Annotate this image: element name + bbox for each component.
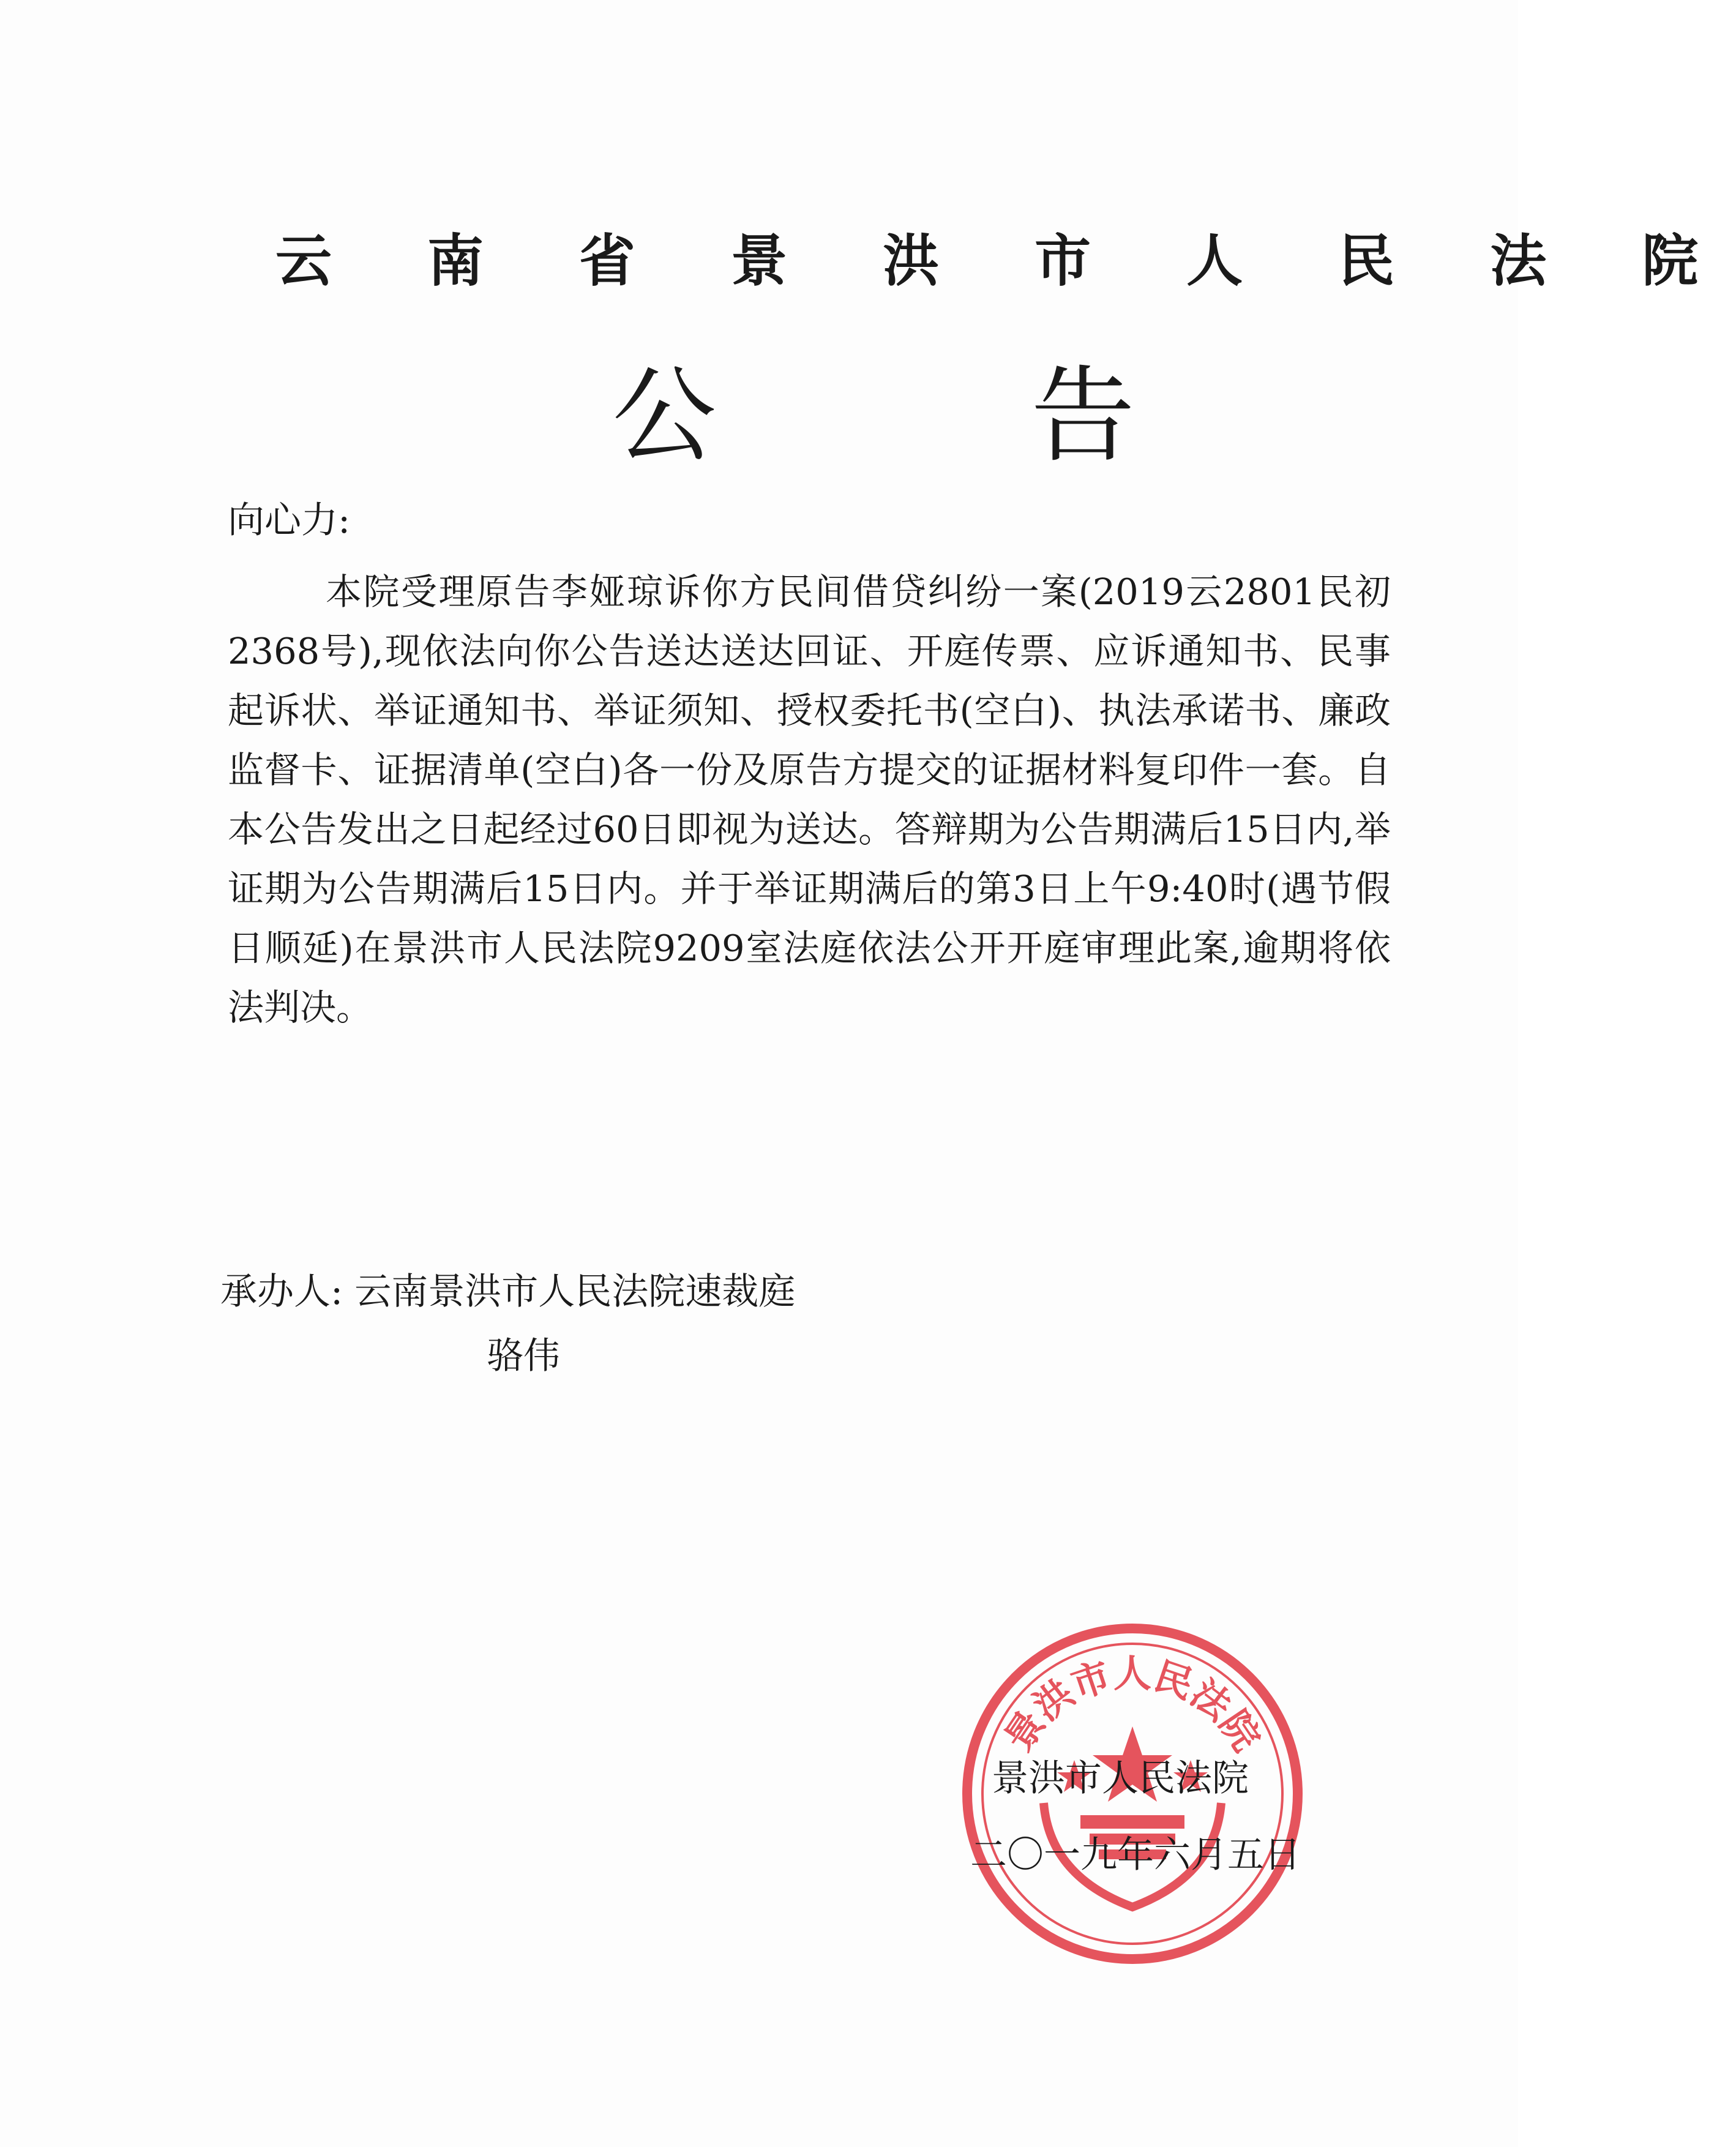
issuer-name: 景洪市人民法院: [992, 1757, 1249, 1800]
notice-title: 公 告: [612, 356, 1276, 477]
court-name-heading: 云 南 省 景 洪 市 人 民 法 院: [275, 228, 1736, 294]
notice-body: 本院受理原告李娅琼诉你方民间借贷纠纷一案(2019云2801民初2368号),现依法向你公告送达送达回证、开庭传票、应诉通知书、民事起诉状、举证通知书、举证须知、授权委托书(空白)、执法承诺书、廉政监督卡、证据清单(空白)各一份及原告方提交的证据材料复印件一套。自本公告发出之日起经过60日即视为送达。答辩期为公告期满后15日内,举证期为公告期满后15日内。并于举证期满后的第3日上午9:40时(遇节假日顺延)在景洪市人民法院9209室法庭依法公开开庭审理此案,逾期将依法判决。: [228, 571, 1391, 1029]
addressee: 向心力:: [228, 499, 351, 542]
handler-name: 骆伟: [487, 1335, 560, 1377]
issue-date: 二〇一九年六月五日: [970, 1834, 1301, 1876]
handler-line: 承办人: 云南景洪市人民法院速裁庭: [220, 1270, 796, 1313]
svg-text:景洪市人民法院: 景洪市人民法院: [995, 1651, 1270, 1759]
